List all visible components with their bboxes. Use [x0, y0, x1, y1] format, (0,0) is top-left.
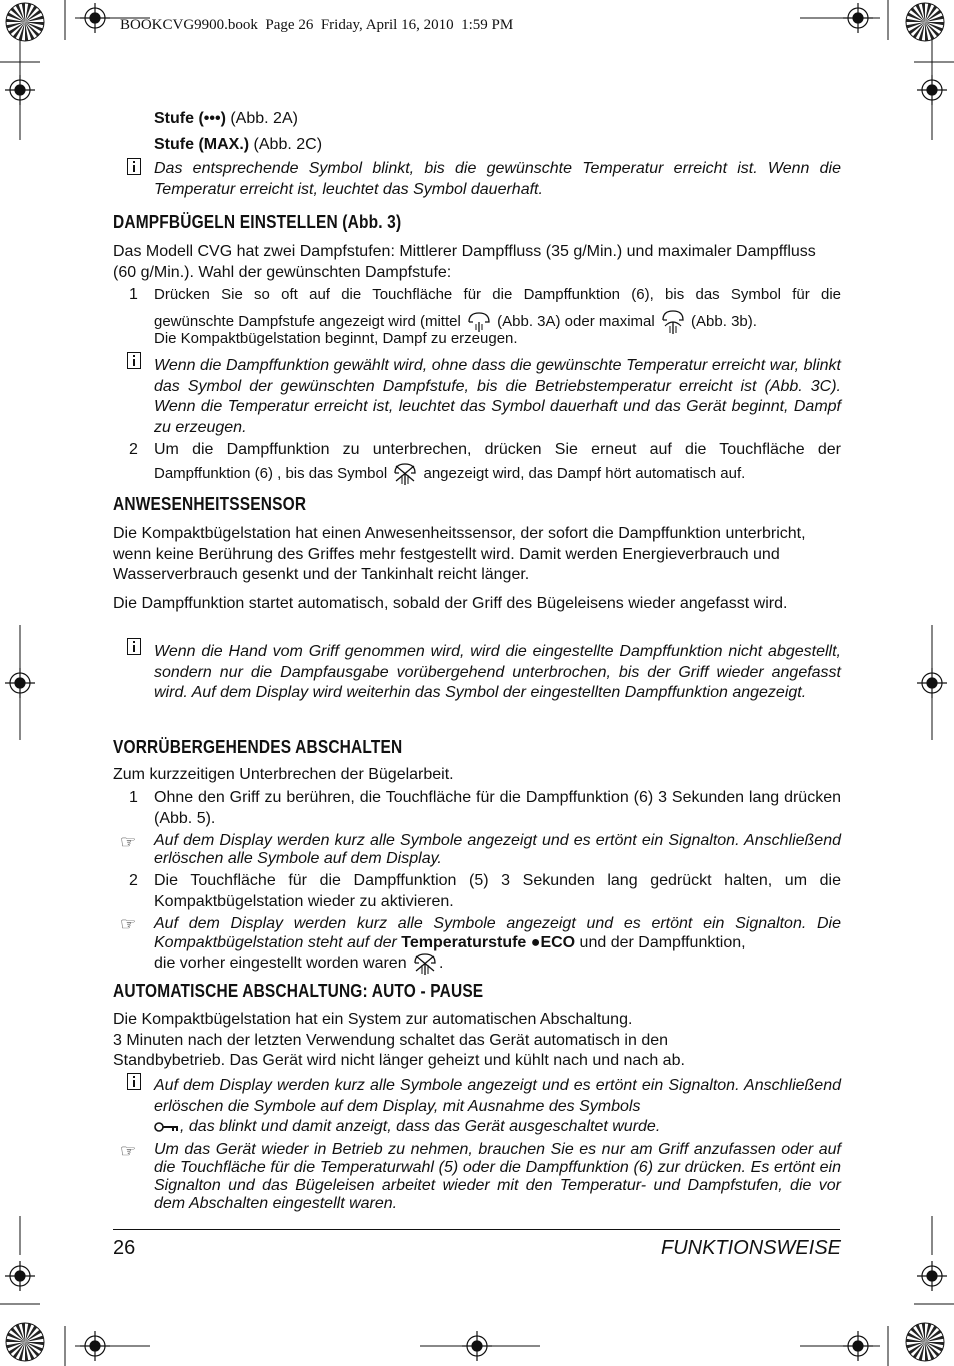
- info-icon: [127, 1073, 141, 1090]
- stufe-1-ref: (Abb. 2A): [225, 110, 298, 127]
- eco-temperature-label: Temperaturstufe ●ECO: [401, 934, 576, 951]
- note-steam-select: Wenn die Dampffunktion gewählt wird, ohne dass die gewünschte Temperatur erreicht war, blinkt das Symbol der gewünschten Dampfstufe, bis die Betriebstemperatur erreicht ist (Abb. 3C). Wenn die Temperatur erreicht ist, leuchtet das Symbol dauerhaft und das Gerät beginnt, Dampf zu erzeugen.: [154, 357, 841, 436]
- footer-rule: [113, 1229, 840, 1230]
- info-icon: [127, 158, 141, 175]
- presence-paragraph-1: Die Kompaktbügelstation hat einen Anwesenheitssensor, der sofort die Dampffunktion unterbricht, wenn keine Berührung des Griffes mehr festgestellt wird. Damit werden Energieverbrauch und Wasserverbrauch gesenkt und der Tankinhalt reicht länger.: [113, 525, 806, 583]
- pause-hand-note-2-last-line: [154, 951, 443, 977]
- key-icon: [154, 1121, 180, 1133]
- section-title: FUNKTIONSWEISE: [660, 1237, 841, 1259]
- auto-line-1: Die Kompaktbügelstation hat ein System zur automatischen Abschaltung.: [113, 1011, 633, 1028]
- note-presence: Wenn die Hand vom Griff genommen wird, wird die eingestellte Dampffunktion nicht abgestellt, sondern nur die Dampfausgabe vorübergehend unterbrochen, bis der Griff wieder angefasst wird. Auf dem Display wird weiterhin das Symbol der eingestellten Dampffunktion angezeigt.: [154, 643, 841, 701]
- steam-step2-line-a: Um die Dampffunktion zu unterbrechen, drücken Sie erneut auf die Touchfläche der: [154, 441, 841, 458]
- pause-hand-note-2-text-2: und der Dampffunktion,: [575, 934, 746, 951]
- print-header: BOOKCVG9900.book Page 26 Friday, April 16, 2010 1:59 PM: [120, 17, 514, 33]
- presence-paragraph-2: Die Dampffunktion startet automatisch, sobald der Griff des Bügeleisens wieder angefasst wird.: [113, 595, 788, 612]
- step-number: 2: [129, 441, 138, 458]
- steam-max-icon: [659, 308, 687, 336]
- pause-intro: Zum kurzzeitigen Unterbrechen der Bügelarbeit.: [113, 766, 454, 783]
- steam-off-icon: [411, 951, 439, 977]
- steam-off-icon: [391, 461, 419, 487]
- heading-steam: DAMPFBÜGELN EINSTELLEN (Abb. 3): [113, 212, 402, 232]
- stufe-1-label: Stufe (•••): [154, 110, 226, 127]
- note-temperature: Das entsprechende Symbol blinkt, bis die gewünschte Temperatur erreicht ist. Wenn die Temperatur erreicht ist, leuchtet das Symbol dauerhaft.: [154, 160, 841, 198]
- stufe-line-1: [154, 109, 298, 130]
- steam-step1-text: gewünschte Dampfstufe angezeigt wird (mittel: [154, 312, 465, 330]
- stufe-2-ref: (Abb. 2C): [249, 136, 323, 153]
- heading-presence: ANWESENHEITSSENSOR: [113, 494, 307, 514]
- pause-hand-note-2: [154, 914, 841, 952]
- pause-hand-note-2-end: .: [439, 955, 444, 973]
- steam-step2-text: Dampffunktion (6) , bis das Symbol: [154, 464, 392, 482]
- heading-auto-pause: AUTOMATISCHE ABSCHALTUNG: AUTO - PAUSE: [113, 981, 484, 1001]
- pointing-hand-icon: ☞: [120, 832, 137, 852]
- steam-intro: Das Modell CVG hat zwei Dampfstufen: Mittlerer Dampffluss (35 g/Min.) und maximaler Dampffluss (60 g/Min.). Wahl der gewünschten Dampfstufe:: [113, 243, 816, 281]
- note-auto-pause-line-3: [154, 1117, 660, 1138]
- steam-step1-line-c: Die Kompaktbügelstation beginnt, Dampf zu erzeugen.: [154, 330, 518, 347]
- pause-step-2: Die Touchfläche für die Dampffunktion (5) 3 Sekunden lang gedrückt halten, um die Kompaktbügelstation wieder zu aktivieren.: [154, 872, 841, 910]
- info-icon: [127, 638, 141, 655]
- heading-pause: VORRÜBERGEHENDES ABSCHALTEN: [113, 737, 403, 757]
- steam-step2-text-2: angezeigt wird, das Dampf hört automatisch auf.: [419, 464, 746, 482]
- step-number: 1: [129, 789, 138, 806]
- steam-step2-line-b: [154, 461, 844, 487]
- pointing-hand-icon: ☞: [120, 914, 137, 934]
- note-auto-pause: [154, 1076, 841, 1117]
- pause-hand-note-1: Auf dem Display werden kurz alle Symbole angezeigt und es ertönt ein Signalton. Anschließend erlöschen alle Symbole auf dem Display.: [154, 832, 841, 867]
- auto-line-2: 3 Minuten nach der letzten Verwendung schaltet das Gerät automatisch in den: [113, 1032, 669, 1049]
- auto-hand-note: Um das Gerät wieder in Betrieb zu nehmen, brauchen Sie es nur am Griff anzufassen oder auf die Touchfläche für die Temperaturwahl (5) oder die Dampffunktion (6) zur drücken. Es ertönt ein Signalton und das Bügeleisen arbeitet wieder mit den Temperatur- und Dampfstufen, die vor dem Abschalten eingestellt waren.: [154, 1141, 841, 1212]
- steam-step1-text-3: (Abb. 3b).: [686, 312, 757, 330]
- stufe-2-label: Stufe (MAX.): [154, 136, 250, 153]
- page-number: 26: [113, 1237, 136, 1259]
- note-auto-pause-text-2: , das blinkt und damit anzeigt, dass das Gerät ausgeschaltet wurde.: [180, 1118, 661, 1135]
- note-auto-pause-text: Auf dem Display werden kurz alle Symbole angezeigt und es ertönt ein Signalton. Anschließend erlöschen die Symbole auf dem Display, mit Ausnahme des Symbols: [154, 1077, 841, 1115]
- pause-hand-note-2-text: Auf dem Display werden kurz alle Symbole angezeigt und es ertönt ein Signalton. Die Kompaktbügelstation steht auf der: [154, 915, 841, 951]
- steam-step1-line-a: Drücken Sie so oft auf die Touchfläche für die Dampffunktion (6), bis das Symbol für die: [154, 286, 841, 303]
- pause-step-1: Ohne den Griff zu berühren, die Touchfläche für die Dampffunktion (6) 3 Sekunden lang drücken (Abb. 5).: [154, 789, 841, 827]
- stufe-line-2: [154, 135, 322, 156]
- pause-hand-note-2-text-3: die vorher eingestellt worden waren: [154, 955, 412, 973]
- info-icon: [127, 352, 141, 369]
- step-number: 1: [129, 286, 138, 303]
- pointing-hand-icon: ☞: [120, 1141, 137, 1161]
- auto-line-3: Standbybetrieb. Das Gerät wird nicht länger geheizt und kühlt nach und nach ab.: [113, 1052, 685, 1069]
- steam-step1-text-2: (Abb. 3A) oder maximal: [492, 312, 659, 330]
- step-number: 2: [129, 872, 138, 889]
